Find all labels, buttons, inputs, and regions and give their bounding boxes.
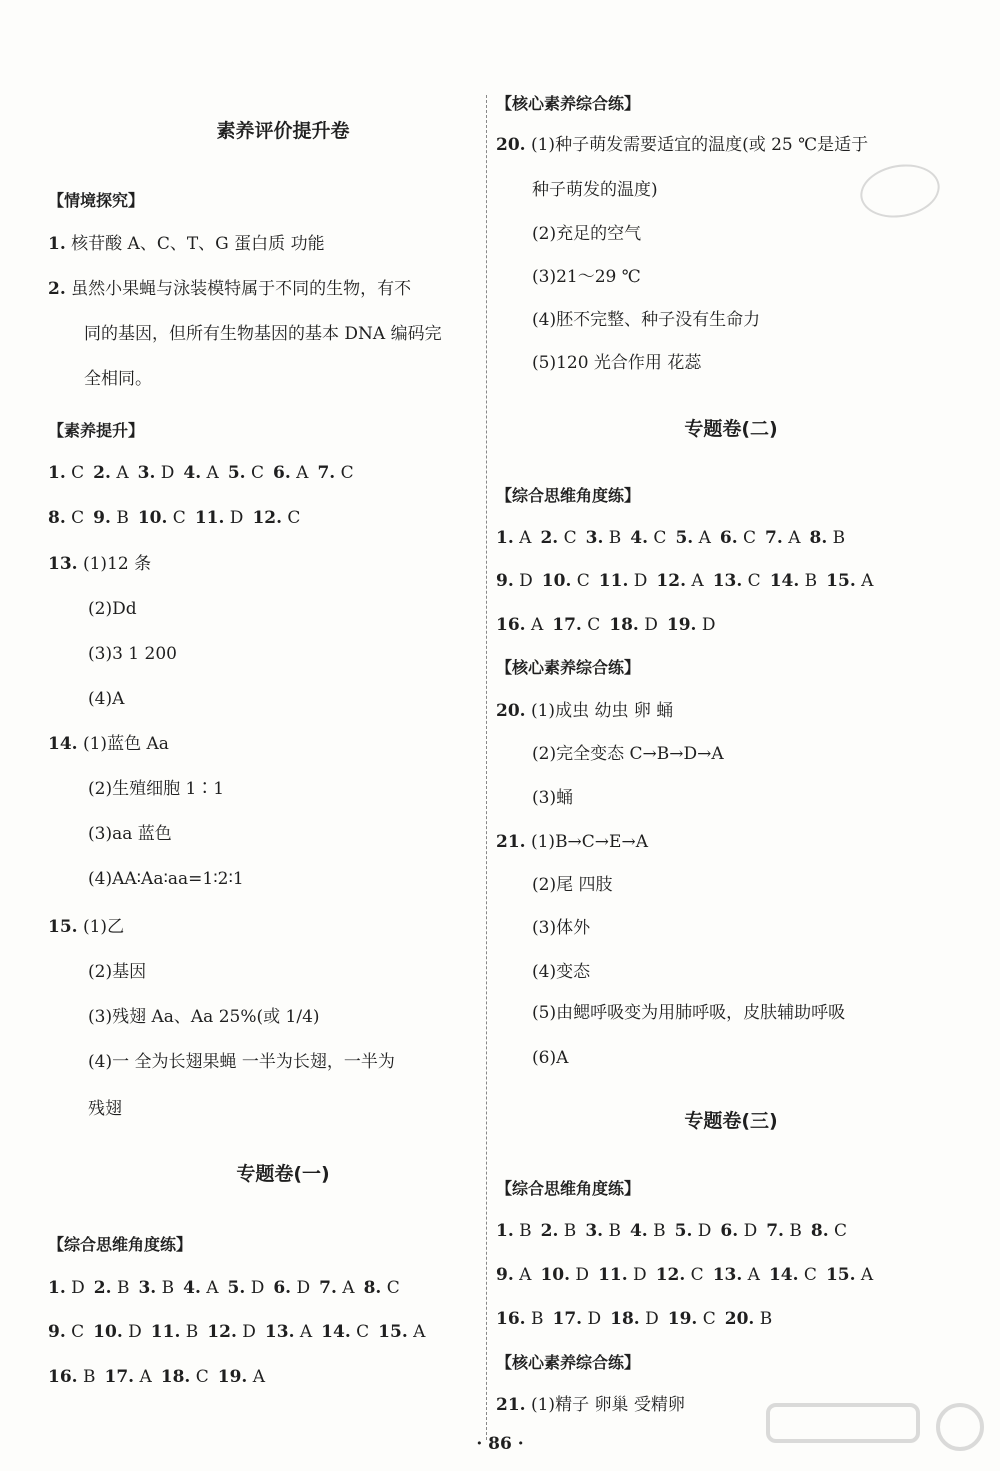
answer-q13-4: (4)A <box>88 689 125 709</box>
mc-choice: B <box>111 1278 130 1298</box>
section-header-topic3-core: 【核心素养综合练】 <box>496 1353 641 1372</box>
answer-t2-q20-3: (3)蛹 <box>532 788 574 808</box>
mc-number: 16. <box>496 615 526 635</box>
section-header-topic1: 【综合思维角度练】 <box>48 1235 193 1254</box>
mc-number: 11. <box>598 571 629 591</box>
mc-answer <box>766 1220 802 1242</box>
answer-q15 <box>48 916 124 938</box>
mc-number: 19. <box>666 615 697 635</box>
mc-number: 15. <box>378 1322 408 1342</box>
mc-number: 1. <box>48 1278 66 1298</box>
mc-row <box>496 570 882 592</box>
mc-number: 11. <box>194 508 225 528</box>
mc-number: 10. <box>541 571 572 591</box>
mc-choice: C <box>245 463 265 483</box>
answer-q14-2: (2)生殖细胞 1∶1 <box>88 779 225 799</box>
mc-number: 2. <box>93 463 111 483</box>
mc-number: 15. <box>825 1265 856 1285</box>
answer-t2-q21-4: (4)变态 <box>532 962 591 982</box>
mc-number: 10. <box>93 1322 123 1342</box>
mc-choice: A <box>513 528 532 548</box>
mc-answer <box>273 462 308 484</box>
mc-number: 2. <box>93 1278 112 1298</box>
mc-row <box>496 527 854 549</box>
mc-answer <box>93 507 129 529</box>
mc-choice: D <box>291 1278 311 1298</box>
mc-choice: B <box>525 1309 544 1329</box>
mc-choice: B <box>647 1221 666 1241</box>
mc-answer <box>48 507 84 529</box>
answer-q1 <box>48 233 325 255</box>
mc-answer <box>183 462 218 484</box>
mc-answer <box>364 1277 400 1299</box>
mc-choice: A <box>855 1265 874 1285</box>
answer-q20 <box>496 134 868 156</box>
q-number: 20. <box>496 135 526 155</box>
mc-number: 4. <box>629 1221 648 1241</box>
mc-number: 9. <box>496 571 514 591</box>
mc-number: 9. <box>93 508 111 528</box>
mc-choice: B <box>603 528 622 548</box>
mc-answer <box>321 1321 369 1343</box>
section-header-situation: 【情境探究】 <box>48 191 145 210</box>
mc-number: 3. <box>138 1278 157 1298</box>
mc-choice: D <box>236 1322 256 1342</box>
mc-choice: C <box>558 528 577 548</box>
answer-t2-q20-2: (2)完全变态 C→B→D→A <box>532 744 724 764</box>
mc-number: 2. <box>540 528 559 548</box>
mc-number: 6. <box>720 1221 739 1241</box>
mc-answer <box>378 1321 425 1343</box>
mc-number: 4. <box>630 528 649 548</box>
mc-choice: D <box>628 571 648 591</box>
mc-number: 4. <box>183 1278 201 1298</box>
mc-number: 8. <box>809 528 828 548</box>
mc-number: 14. <box>769 571 800 591</box>
answer-text: (1)成虫 幼虫 卵 蛹 <box>530 701 674 721</box>
mc-row <box>496 1308 781 1330</box>
mc-choice: C <box>697 1309 716 1329</box>
mc-choice: C <box>685 1265 704 1285</box>
mc-number: 6. <box>719 528 738 548</box>
mc-choice: A <box>686 571 704 591</box>
answer-text: (1)乙 <box>82 917 125 937</box>
section-title-topic3: 专题卷(三) <box>684 1110 778 1132</box>
mc-number: 13. <box>264 1322 295 1342</box>
mc-answer <box>630 527 666 549</box>
answer-q20-3: (3)21～29 ℃ <box>532 267 641 287</box>
mc-number: 5. <box>227 1278 246 1298</box>
mc-answer <box>630 1220 666 1242</box>
mc-answer <box>720 1220 757 1242</box>
mc-answer <box>104 1366 151 1388</box>
mc-number: 9. <box>496 1265 514 1285</box>
answer-t2-q21-5: (5)由鳃呼吸变为用肺呼吸，皮肤辅助呼吸 <box>532 1003 846 1023</box>
mc-choice: D <box>224 508 244 528</box>
q-number: 15. <box>48 917 78 937</box>
mc-answer <box>496 527 531 549</box>
mc-choice: B <box>156 1278 175 1298</box>
mc-choice: C <box>335 463 354 483</box>
mc-choice: A <box>782 528 801 548</box>
mc-choice: D <box>122 1322 142 1342</box>
section-header-topic3: 【综合思维角度练】 <box>496 1179 641 1198</box>
answer-q15-3: (3)残翅 Aa、Aa 25%(或 1/4) <box>88 1007 320 1027</box>
mc-number: 3. <box>137 463 156 483</box>
mc-answer <box>228 1277 265 1299</box>
mc-answer <box>496 1264 531 1286</box>
mc-number: 12. <box>655 1265 686 1285</box>
answer-text: (1)蓝色 Aa <box>82 734 169 754</box>
mc-answer <box>599 570 648 592</box>
mc-choice: A <box>110 463 129 483</box>
answer-q13-3: (3)3 1 200 <box>88 644 177 664</box>
mc-answer <box>183 1277 218 1299</box>
mc-number: 1. <box>496 528 514 548</box>
section-header-core: 【核心素养综合练】 <box>496 94 641 113</box>
q-number: 21. <box>496 1395 526 1415</box>
answer-q15-2: (2)基因 <box>88 962 147 982</box>
mc-answer <box>496 1220 532 1242</box>
mc-choice: C <box>282 508 301 528</box>
answer-q13 <box>48 553 151 575</box>
mc-choice: B <box>180 1322 199 1342</box>
mc-choice: D <box>155 463 175 483</box>
mc-choice: D <box>65 1278 85 1298</box>
mc-answer <box>609 614 658 636</box>
answer-t2-q21-2: (2)尾 四肢 <box>532 875 613 895</box>
mc-number: 6. <box>273 1278 292 1298</box>
mc-choice: C <box>571 571 590 591</box>
mc-choice: D <box>696 615 716 635</box>
mc-choice: C <box>350 1322 370 1342</box>
mc-number: 18. <box>609 615 639 635</box>
mc-choice: B <box>783 1221 802 1241</box>
answer-q20-2: (2)充足的空气 <box>532 224 642 244</box>
mc-choice: C <box>381 1278 400 1298</box>
mc-number: 10. <box>540 1265 571 1285</box>
mc-choice: A <box>134 1367 152 1387</box>
mc-answer <box>161 1366 209 1388</box>
mc-number: 17. <box>552 1309 583 1329</box>
section-title-topic1: 专题卷(一) <box>236 1163 330 1185</box>
mc-number: 7. <box>766 1221 784 1241</box>
mc-number: 5. <box>675 528 694 548</box>
mc-answer <box>770 570 817 592</box>
q-number: 20. <box>496 701 526 721</box>
mc-choice: C <box>648 528 667 548</box>
mc-choice: B <box>110 508 129 528</box>
mc-choice: C <box>581 615 601 635</box>
page-number: · 86 · <box>476 1434 524 1454</box>
mc-choice: B <box>513 1221 532 1241</box>
answer-q2 <box>48 278 411 300</box>
mc-choice: D <box>627 1265 647 1285</box>
mc-number: 7. <box>319 1278 337 1298</box>
mc-answer <box>598 1264 647 1286</box>
mc-choice: A <box>742 1265 760 1285</box>
mc-choice: A <box>513 1265 532 1285</box>
mc-number: 17. <box>104 1367 135 1387</box>
mc-number: 2. <box>540 1221 559 1241</box>
mc-answer <box>48 1366 95 1388</box>
answer-q13-2: (2)Dd <box>88 599 137 619</box>
mc-answer <box>826 570 873 592</box>
mc-choice: B <box>603 1221 621 1241</box>
mc-row <box>48 1277 409 1299</box>
answer-q2-line3: 全相同。 <box>84 369 152 389</box>
mc-choice: D <box>513 571 533 591</box>
answer-text: 虽然小果蝇与泳装模特属于不同的生物，有不 <box>71 279 412 299</box>
mc-answer <box>138 507 186 529</box>
answer-q14-3: (3)aa 蓝色 <box>88 824 172 844</box>
mc-choice: D <box>692 1221 712 1241</box>
answer-t3-q21 <box>496 1394 685 1416</box>
section-header-improve: 【素养提升】 <box>48 421 145 440</box>
mc-answer <box>496 614 543 636</box>
mc-answer <box>585 1220 621 1242</box>
answer-t2-q21-6: (6)A <box>532 1048 569 1068</box>
mc-choice: C <box>65 508 85 528</box>
mc-answer <box>48 1321 84 1343</box>
mc-number: 7. <box>765 528 783 548</box>
mc-number: 11. <box>598 1265 628 1285</box>
mc-number: 12. <box>252 508 283 528</box>
mc-answer <box>151 1321 198 1343</box>
mc-answer <box>809 527 845 549</box>
mc-choice: D <box>570 1265 590 1285</box>
q-number: 1. <box>48 234 66 254</box>
answer-t2-q21 <box>496 831 648 853</box>
mc-number: 7. <box>317 463 336 483</box>
mc-number: 19. <box>667 1309 698 1329</box>
mc-choice: D <box>738 1221 758 1241</box>
mc-answer <box>138 1277 174 1299</box>
mc-row <box>48 462 363 484</box>
mc-number: 15. <box>826 571 856 591</box>
mc-choice: A <box>407 1322 426 1342</box>
mc-answer <box>586 527 622 549</box>
mc-answer <box>540 1264 589 1286</box>
mc-number: 13. <box>712 571 743 591</box>
mc-row <box>48 1321 434 1343</box>
mc-choice: A <box>247 1367 266 1387</box>
mc-number: 11. <box>150 1322 181 1342</box>
mc-answer <box>496 1308 543 1330</box>
mc-answer <box>713 570 761 592</box>
mc-number: 10. <box>137 508 168 528</box>
q-number: 21. <box>496 832 526 852</box>
mc-choice: C <box>167 508 186 528</box>
q-number: 14. <box>48 734 78 754</box>
mc-answer <box>656 570 703 592</box>
section-header-topic2: 【综合思维角度练】 <box>496 486 641 505</box>
mc-number: 18. <box>160 1367 191 1387</box>
mc-row <box>496 1264 882 1286</box>
mc-row <box>48 1366 274 1388</box>
mc-answer <box>195 507 244 529</box>
mc-answer <box>552 1308 601 1330</box>
mc-answer <box>273 1277 310 1299</box>
mc-answer <box>542 570 590 592</box>
mc-answer <box>610 1308 659 1330</box>
answer-t2-q21-3: (3)体外 <box>532 918 591 938</box>
mc-answer <box>552 614 600 636</box>
mc-number: 12. <box>207 1322 237 1342</box>
mc-answer <box>496 570 533 592</box>
mc-answer <box>48 1277 85 1299</box>
mc-number: 6. <box>273 463 291 483</box>
mc-choice: A <box>290 463 309 483</box>
mc-choice: A <box>200 1278 219 1298</box>
mc-choice: C <box>65 1322 85 1342</box>
mc-choice: A <box>201 463 219 483</box>
answer-q2-line2: 同的基因，但所有生物基因的基本 DNA 编码完 <box>84 324 442 344</box>
mc-number: 1. <box>48 463 66 483</box>
answer-text: (1)精子 卵巢 受精卵 <box>530 1395 685 1415</box>
mc-answer <box>675 527 710 549</box>
mc-choice: A <box>693 528 711 548</box>
q-number: 13. <box>48 554 78 574</box>
mc-choice: C <box>65 463 85 483</box>
mc-number: 18. <box>610 1309 640 1329</box>
mc-row <box>496 1220 856 1242</box>
mc-number: 12. <box>656 571 686 591</box>
mc-answer <box>720 527 756 549</box>
answer-text: 核苷酸 A、C、T、G 蛋白质 功能 <box>71 234 325 254</box>
mc-answer <box>811 1220 847 1242</box>
mc-answer <box>769 1264 817 1286</box>
mc-number: 1. <box>496 1221 514 1241</box>
section-title-evaluation: 素养评价提升卷 <box>216 120 350 142</box>
answer-q20-1b: 种子萌发的温度) <box>532 180 658 200</box>
section-header-topic2-core: 【核心素养综合练】 <box>496 658 641 677</box>
mc-number: 5. <box>674 1221 693 1241</box>
mc-answer <box>228 462 264 484</box>
mc-choice: A <box>336 1278 355 1298</box>
mc-choice: D <box>638 615 658 635</box>
mc-answer <box>265 1321 312 1343</box>
mc-choice: C <box>798 1265 817 1285</box>
column-divider <box>486 95 487 1440</box>
answer-q20-5: (5)120 光合作用 花蕊 <box>532 353 702 373</box>
mc-choice: B <box>77 1367 96 1387</box>
mc-answer <box>765 527 800 549</box>
mc-answer <box>218 1366 265 1388</box>
mc-answer <box>93 462 128 484</box>
mc-choice: D <box>245 1278 265 1298</box>
mc-row <box>496 614 725 636</box>
mc-answer <box>94 1277 130 1299</box>
mc-choice: B <box>754 1309 773 1329</box>
mc-answer <box>713 1264 760 1286</box>
mc-number: 3. <box>585 1221 604 1241</box>
mc-number: 14. <box>768 1265 799 1285</box>
section-title-topic2: 专题卷(二) <box>684 418 778 440</box>
mc-number: 8. <box>810 1221 829 1241</box>
mc-number: 3. <box>585 528 604 548</box>
mc-choice: C <box>737 528 757 548</box>
mc-number: 13. <box>712 1265 743 1285</box>
mc-answer <box>138 462 175 484</box>
answer-q15-5: 残翅 <box>88 1099 122 1119</box>
mc-answer <box>48 462 84 484</box>
mc-answer <box>319 1277 354 1299</box>
mc-choice: D <box>639 1309 659 1329</box>
mc-choice: A <box>525 615 544 635</box>
answer-text: (1)B→C→E→A <box>530 832 648 852</box>
faded-stamp-icon <box>856 158 944 223</box>
mc-answer <box>541 1220 577 1242</box>
mc-answer <box>675 1220 712 1242</box>
mc-number: 20. <box>724 1309 755 1329</box>
mc-number: 8. <box>48 508 66 528</box>
mc-choice: C <box>190 1367 209 1387</box>
mc-number: 16. <box>48 1367 78 1387</box>
answer-q14 <box>48 733 169 755</box>
mc-answer <box>656 1264 704 1286</box>
answer-text: (1)种子萌发需要适宜的温度(或 25 ℃是适于 <box>530 135 869 155</box>
mc-answer <box>725 1308 772 1330</box>
mc-choice: B <box>827 528 846 548</box>
mc-choice: A <box>294 1322 313 1342</box>
mc-choice: B <box>799 571 818 591</box>
mc-number: 4. <box>183 463 202 483</box>
answer-q20-4: (4)胚不完整、种子没有生命力 <box>532 310 761 330</box>
mc-number: 14. <box>321 1322 351 1342</box>
mc-number: 5. <box>227 463 246 483</box>
mc-choice: B <box>558 1221 577 1241</box>
mc-choice: C <box>742 571 761 591</box>
mc-answer <box>826 1264 873 1286</box>
mc-number: 8. <box>363 1278 382 1298</box>
q-number: 2. <box>48 279 66 299</box>
mc-number: 19. <box>217 1367 248 1387</box>
mc-answer <box>93 1321 142 1343</box>
mc-number: 17. <box>552 615 582 635</box>
answer-q14-4: (4)AA∶Aa∶aa=1∶2∶1 <box>88 869 244 889</box>
answer-q15-4: (4)一 全为长翅果蝇 一半为长翅，一半为 <box>88 1052 395 1072</box>
mc-choice: D <box>582 1309 602 1329</box>
mc-row <box>48 507 309 529</box>
mc-choice: C <box>828 1221 848 1241</box>
mc-choice: A <box>855 571 874 591</box>
mc-answer <box>540 527 576 549</box>
mc-answer <box>667 614 716 636</box>
answer-t2-q20 <box>496 700 673 722</box>
mc-answer <box>668 1308 716 1330</box>
answer-text: (1)12 条 <box>82 554 152 574</box>
mc-answer <box>252 507 300 529</box>
mc-answer <box>317 462 353 484</box>
mc-number: 16. <box>496 1309 526 1329</box>
mc-answer <box>207 1321 256 1343</box>
mc-number: 9. <box>48 1322 66 1342</box>
